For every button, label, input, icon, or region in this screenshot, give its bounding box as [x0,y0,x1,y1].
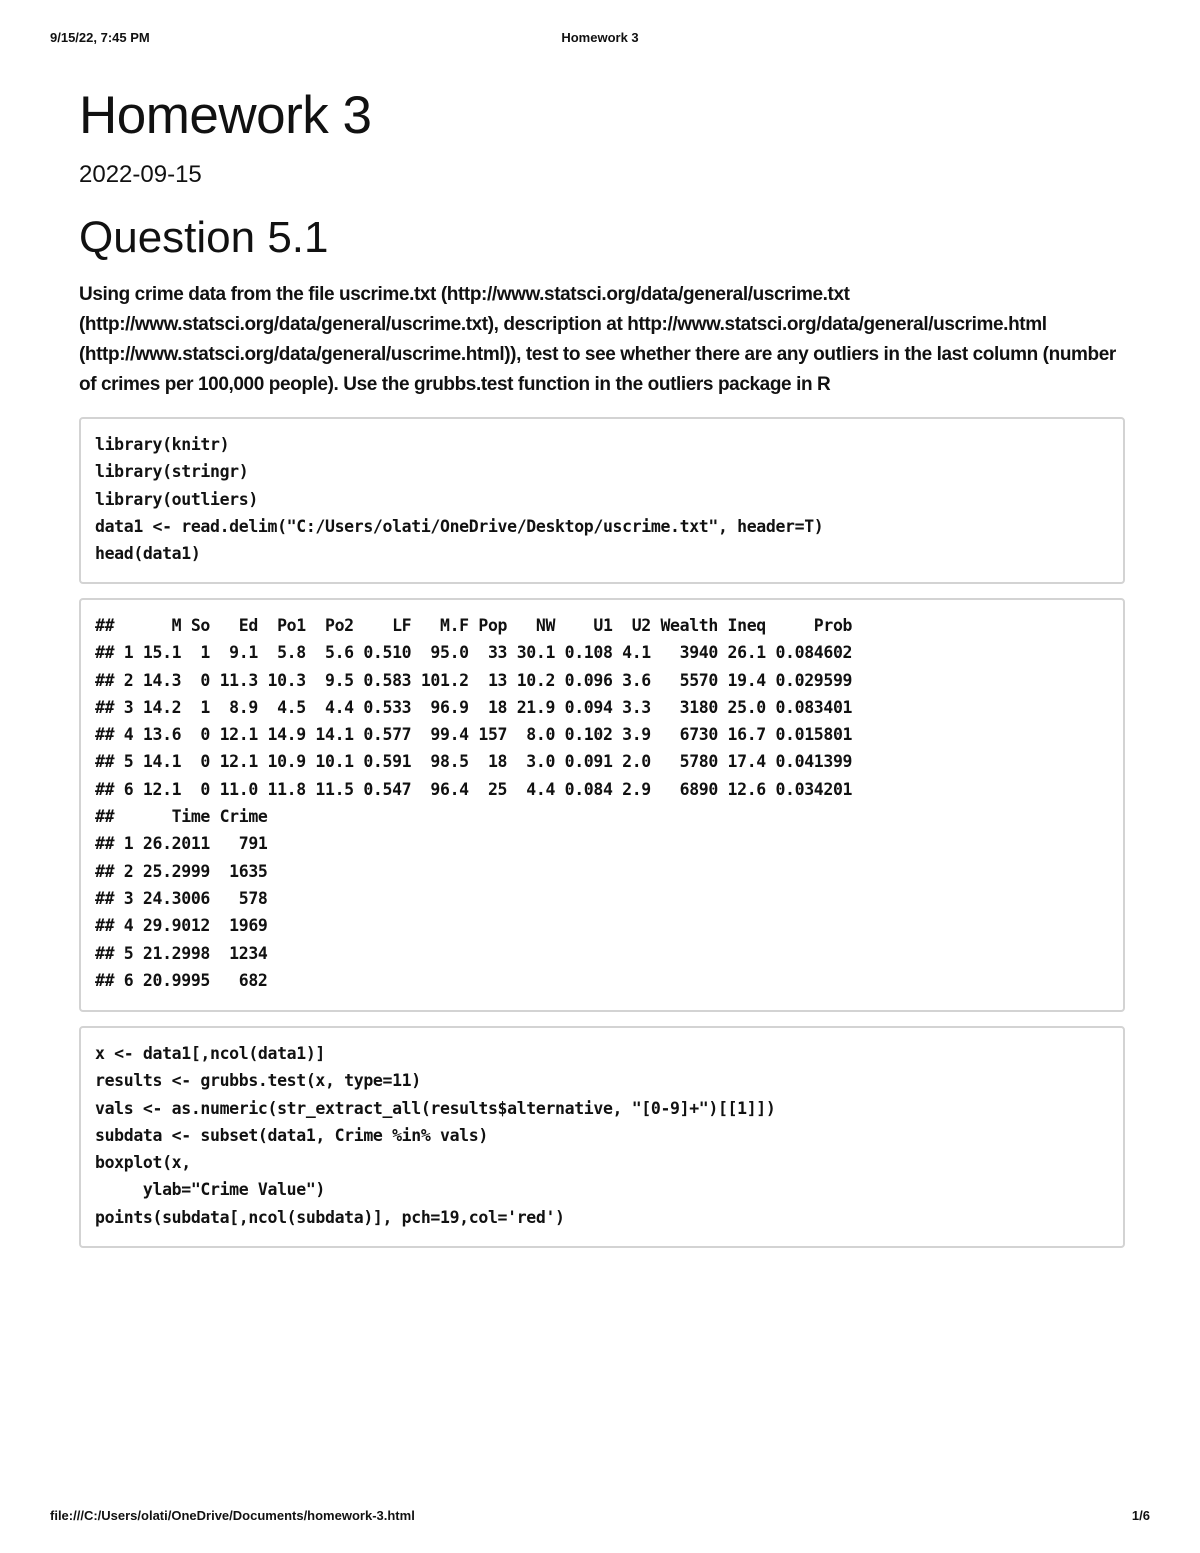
print-datetime: 9/15/22, 7:45 PM [50,30,150,45]
question-prompt: Using crime data from the file uscrime.txt (http://www.statsci.org/data/general/uscrime.txt (http://www.statsci.org/data/general/uscrime.txt), description at http://www.statsci.org/data/general/uscrime.html (http://www.statsci.org/data/general/uscrime.html)), test to see whether there are any outliers in the last column (number of crimes per 100,000 people). Use the grubbs.test function in the outliers package in R [79,284,1116,395]
document-title: Homework 3 [79,86,372,145]
output-block-head [79,598,1125,1012]
print-page-number: 1/6 [1131,1508,1150,1523]
output-text: ## M So Ed Po1 Po2 LF M.F Pop NW U1 U2 Wealth Ineq Prob ## 1 15.1 1 9.1 5.8 5.6 0.510 95.0 33 30.1 0.108 4.1 3940 26.1 0.084602 ## 2 14.3 0 11.3 10.3 9.5 0.583 101.2 13 10.2 0.096 3.6 5570 19.4 0.029599 ## 3 14.2 1 8.9 4.5 4.4 0.533 96.9 18 21.9 0.094 3.3 3180 25.0 0.083401 ## 4 13.6 0 12.1 14.9 14.1 0.577 99.4 157 8.0 0.102 3.9 6730 16.7 0.015801 ## 5 14.1 0 12.1 10.9 10.1 0.591 98.5 18 3.0 0.091 2.0 5780 17.4 0.041399 ## 6 12.1 0 11.0 11.8 11.5 0.547 96.4 25 4.4 0.084 2.9 6890 12.6 0.034201 ## Time Crime ## 1 26.2011 791 ## 2 25.2999 1635 ## 3 24.3006 578 ## 4 29.9012 1969 ## 5 21.2998 1234 ## 6 20.9995 682 [95,616,853,990]
document-date: 2022-09-15 [79,161,202,188]
print-header [50,30,1150,46]
print-footer [50,1508,1150,1524]
section-title: Question 5.1 [79,213,329,262]
code-text: x <- data1[,ncol(data1)] results <- grubbs.test(x, type=11) vals <- as.numeric(str_extract_all(results$alternative, "[0-9]+")[[1]]) subdata <- subset(data1, Crime %in% vals) boxplot(x, ylab="Crime Value") points(subdata[,ncol(subdata)], pch=19,col='red') [95,1044,776,1227]
code-block-setup [79,417,1125,584]
code-block-grubbs [79,1026,1125,1248]
document-content [79,84,1125,1227]
print-page-title: Homework 3 [561,30,639,45]
code-text: library(knitr) library(stringr) library(outliers) data1 <- read.delim("C:/Users/olati/OneDrive/Desktop/uscrime.txt", header=T) head(data1) [95,435,824,564]
print-file-path: file:///C:/Users/olati/OneDrive/Documents/homework-3.html [50,1508,415,1523]
